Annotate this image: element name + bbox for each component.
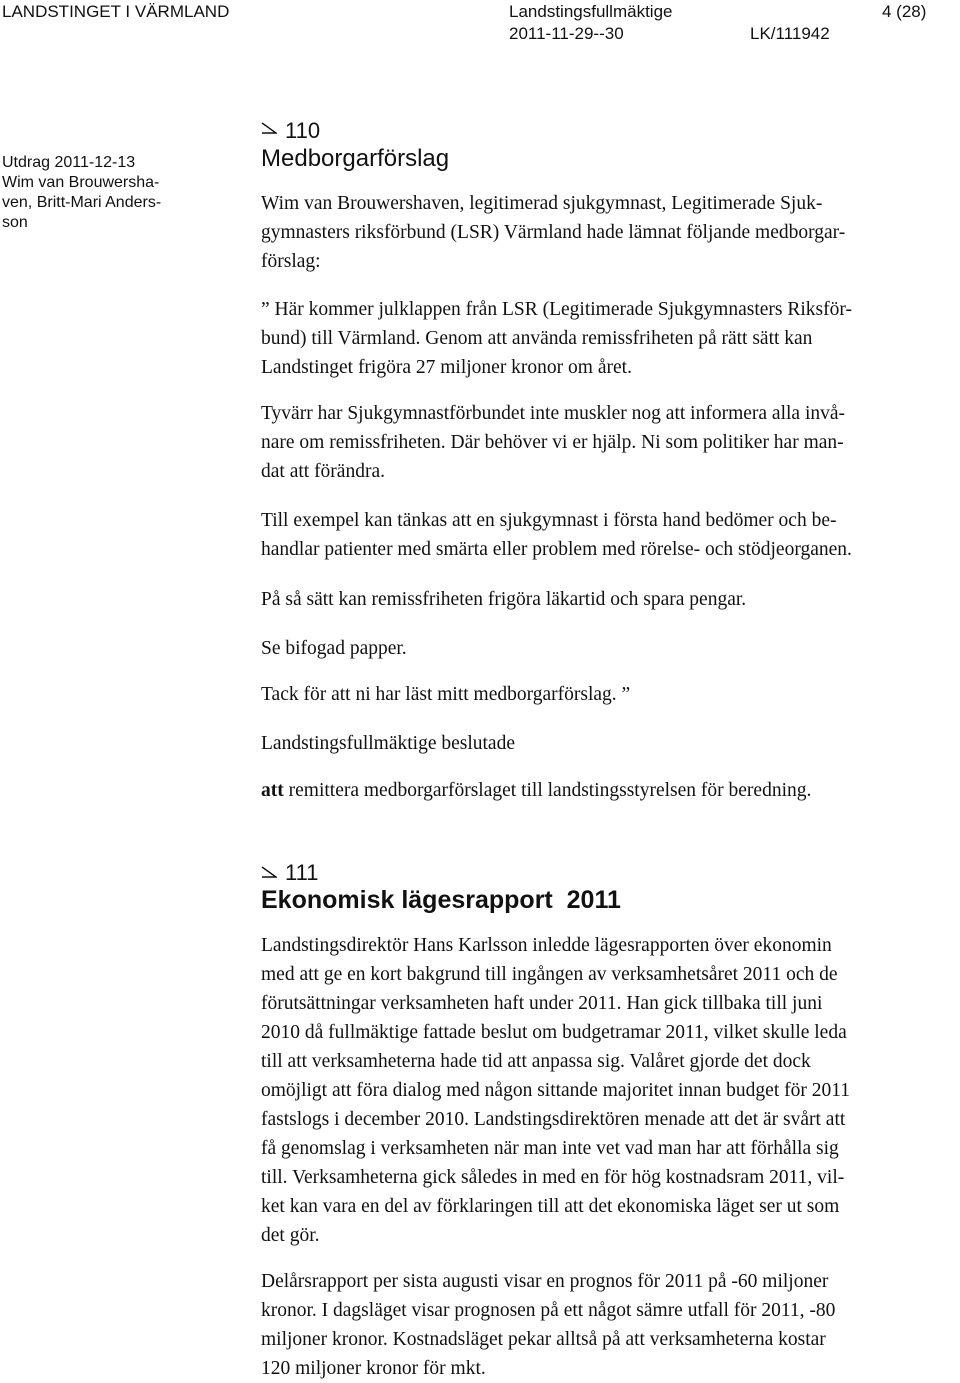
header-reference: LK/111942 [750, 24, 830, 43]
quote-paragraph-6: Tack för att ni har läst mitt medborgarförslag. ” [261, 684, 631, 705]
header-page-number: 4 (28) [882, 2, 927, 21]
section-111-paragraph-1: Landstingsdirektör Hans Karlsson inledde lägesrapporten över ekonomin med att ge en kort bakgrund till ingången av verksamhetsåret 2011 och de förutsättningar verksamheten haft under 2011. Han gick tillbaka till juni 2010 då fullmäktige fattade beslut om budgetramar 2011, vilket skulle leda till att verksamheterna hade tid att anpassa sig. Valåret gjorde det dock omöjligt att föra dialog med någon sittande majoritet innan budget för 2011 fastslogs i december 2010. Landstingsdirektören menade att det är svårt att få genomslag i verksamheten när man inte vet vad man har att förhålla sig till. Verksamheterna gick således in med en för hög kostnadsram 2011, vil- ket kan vara en del av förklaringen till att det ekonomiska läget ser ut som det gör. [261, 935, 851, 1246]
section-marker-icon [261, 122, 277, 134]
sidebar-line: ven, Britt-Mari Anders- [2, 194, 162, 211]
header-body: Landstingsfullmäktige [509, 2, 673, 21]
decision-att-keyword: att [261, 780, 284, 801]
quote-paragraph-4: På så sätt kan remissfriheten frigöra läkartid och spara pengar. [261, 589, 747, 610]
decision-heading: Landstingsfullmäktige beslutade [261, 733, 515, 754]
sidebar-excerpt-info [2, 153, 202, 233]
quote-paragraph-1: ” Här kommer julklappen från LSR (Legitimerade Sjukgymnasters Riksför- bund) till Värmland. Genom att använda remissfriheten på rätt sätt kan Landstinget frigöra 27 miljoner kronor om året. [261, 299, 852, 378]
sidebar-line: Wim van Brouwersha- [2, 174, 160, 191]
section-marker-icon [261, 866, 277, 878]
header-dates: 2011-11-29--30 [509, 24, 624, 43]
quote-paragraph-5: Se bifogad papper. [261, 638, 407, 659]
section-110-title: Medborgarförslag [261, 145, 450, 172]
section-111-number: 111 [285, 860, 319, 885]
section-110-intro: Wim van Brouwershaven, legitimerad sjukgymnast, Legitimerade Sjuk- gymnasters riksförbund (LSR) Värmland hade lämnat följande medborgar- förslag: [261, 193, 846, 272]
sidebar-line: Utdrag 2011-12-13 [2, 154, 136, 171]
sidebar-line: son [2, 214, 28, 231]
section-111-paragraph-2: Delårsrapport per sista augusti visar en prognos för 2011 på -60 miljoner kronor. I dagsläget visar prognosen på ett något sämre utfall för 2011, -80 miljoner kronor. Kostnadsläget pekar alltså på att verksamheterna kostar 120 miljoner kronor för mkt. [261, 1271, 836, 1379]
quote-paragraph-2: Tyvärr har Sjukgymnastförbundet inte muskler nog att informera alla invå- nare om remissfriheten. Där behöver vi er hjälp. Ni som politiker har man- dat att förändra. [261, 403, 846, 482]
section-111-title: Ekonomisk lägesrapport 2011 [261, 886, 621, 914]
quote-paragraph-3: Till exempel kan tänkas att en sjukgymnast i första hand bedömer och be- handlar patienter med smärta eller problem med rörelse- och stödjeorganen. [261, 510, 852, 560]
header-org: LANDSTINGET I VÄRMLAND [2, 2, 230, 21]
section-110-number: 110 [285, 118, 321, 143]
decision-text: att remittera medborgarförslaget till landstingsstyrelsen för beredning. [261, 780, 812, 801]
